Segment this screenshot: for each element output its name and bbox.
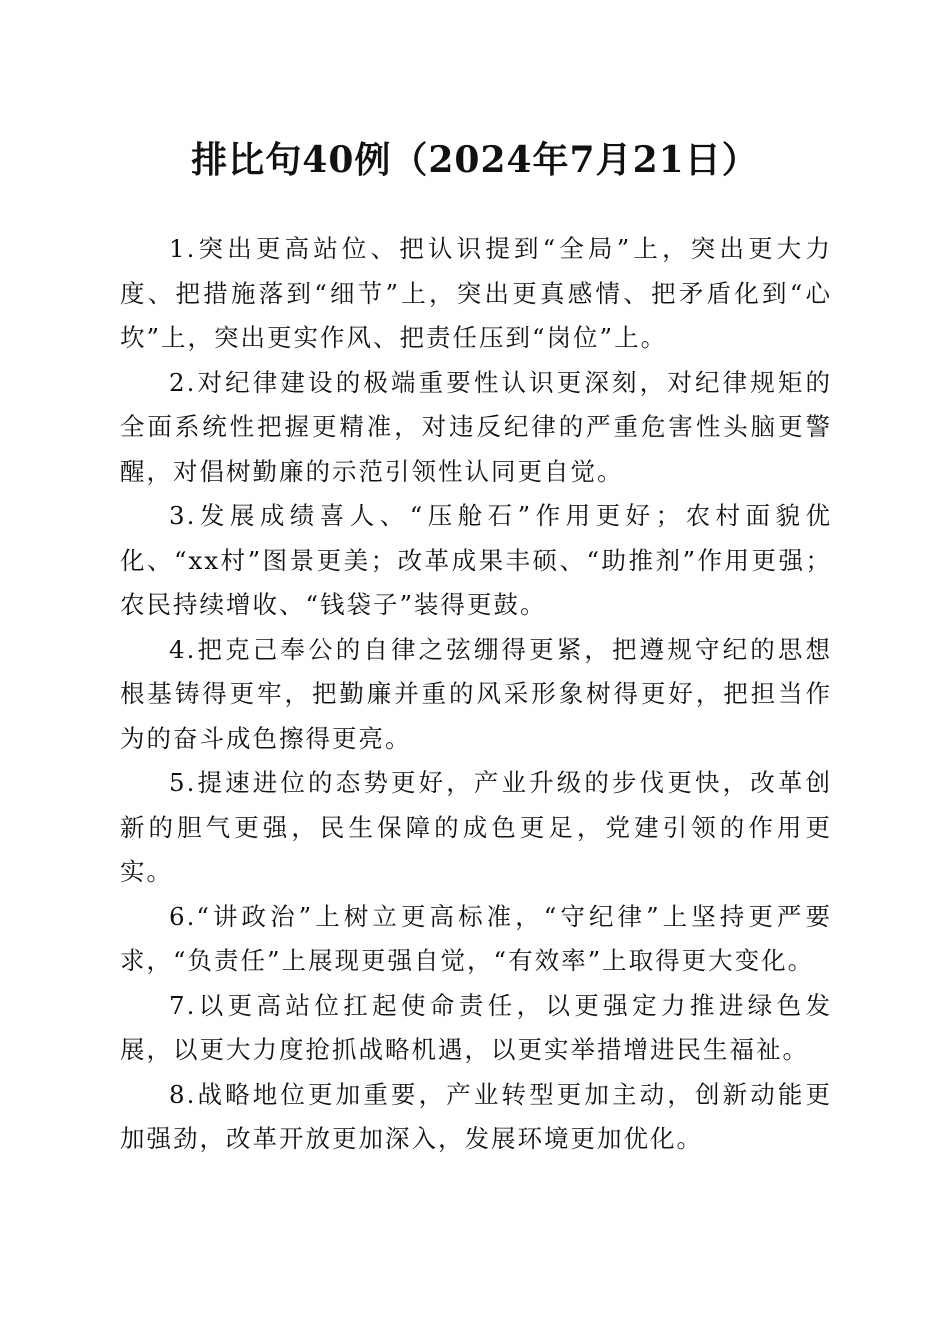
document-body xyxy=(120,227,832,1162)
paragraph-4: 4.把克己奉公的自律之弦绷得更紧，把遵规守纪的思想根基铸得更牢，把勤廉并重的风采形象树得更好，把担当作为的奋斗成色擦得更亮。 xyxy=(120,634,832,753)
paragraph-1: 1.突出更高站位、把认识提到“全局”上，突出更大力度、把措施落到“细节”上，突出更真感情、把矛盾化到“心坎”上，突出更实作风、把责任压到“岗位”上。 xyxy=(120,234,832,352)
paragraph-8: 8.战略地位更加重要，产业转型更加主动，创新动能更加强劲，改革开放更加深入，发展环境更加优化。 xyxy=(120,1079,832,1153)
document-title: 排比句40例（2024年7月21日） xyxy=(191,139,759,181)
paragraph-6: 6.“讲政治”上树立更高标准，“守纪律”上坚持更严要求，“负责任”上展现更强自觉，“有效率”上取得更大变化。 xyxy=(120,901,832,975)
paragraph-7: 7.以更高站位扛起使命责任，以更强定力推进绿色发展，以更大力度抢抓战略机遇，以更实举措增进民生福祉。 xyxy=(120,990,832,1064)
paragraph-5: 5.提速进位的态势更好，产业升级的步伐更快，改革创新的胆气更强，民生保障的成色更足，党建引领的作用更实。 xyxy=(120,768,832,886)
paragraph-3: 3.发展成绩喜人、“压舱石”作用更好；农村面貌优化、“xx村”图景更美；改革成果丰硕、“助推剂”作用更强；农民持续增收、“钱袋子”装得更鼓。 xyxy=(120,501,832,619)
paragraph-2: 2.对纪律建设的极端重要性认识更深刻，对纪律规矩的全面系统性把握更精准，对违反纪律的严重危害性头脑更警醒，对倡树勤廉的示范引领性认同更自觉。 xyxy=(120,367,832,486)
